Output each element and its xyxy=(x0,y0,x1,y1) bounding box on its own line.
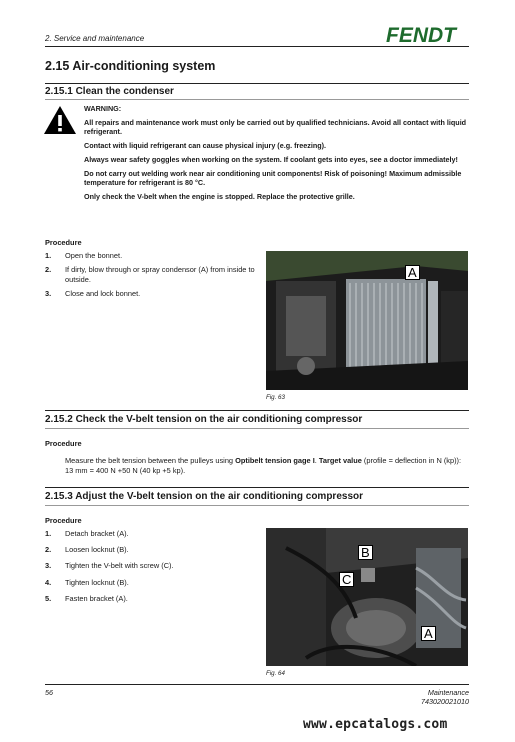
section-title: 2.15 Air-conditioning system xyxy=(45,59,216,73)
step-text: Fasten bracket (A). xyxy=(65,593,128,603)
procedure-label: Procedure xyxy=(45,516,82,525)
step-text: Tighten locknut (B). xyxy=(65,577,129,587)
callout-c: C xyxy=(339,572,354,587)
subsection-rule xyxy=(45,83,469,84)
condenser-photo xyxy=(266,251,468,390)
warning-line: Do not carry out welding work near air conditioning unit components! Risk of poisoning! Maximum admissible temperature for refrigerant is 80 °C. xyxy=(84,168,462,187)
subsection-rule xyxy=(45,487,469,488)
subsection-title-3: 2.15.3 Adjust the V-belt tension on the air conditioning compressor xyxy=(45,491,364,502)
warning-line: Contact with liquid refrigerant can cause physical injury (e.g. freezing). xyxy=(84,141,327,150)
compressor-photo xyxy=(266,528,468,666)
text-part: . xyxy=(314,456,319,465)
page-number: 56 xyxy=(45,688,53,697)
step-text: Detach bracket (A). xyxy=(65,529,129,538)
footer-doc-title: Maintenance xyxy=(427,688,469,697)
text-part: Measure the belt tension between the pulleys using xyxy=(65,456,236,465)
procedure-step xyxy=(45,251,255,261)
figure-caption: Fig. 63 xyxy=(266,394,285,401)
tool-name: Optibelt tension gage I xyxy=(235,456,315,465)
procedure-step xyxy=(45,289,255,299)
subsection-title-1: 2.15.1 Clean the condenser xyxy=(45,86,174,97)
subsection-title-2: 2.15.2 Check the V-belt tension on the air conditioning compressor xyxy=(45,414,363,425)
callout-a: A xyxy=(421,626,436,641)
step-text: Open the bonnet. xyxy=(65,251,123,260)
footer-doc-code: 743020021010 xyxy=(421,697,469,706)
step-number: 5. xyxy=(45,593,52,603)
procedure-step xyxy=(45,265,255,284)
step-number: 3. xyxy=(45,561,52,571)
target-value-label: Target value xyxy=(318,456,362,465)
warning-block xyxy=(84,104,469,206)
procedure-step xyxy=(45,594,255,604)
procedure-label: Procedure xyxy=(45,439,82,448)
step-number: 1. xyxy=(45,529,52,538)
callout-a: A xyxy=(405,265,420,280)
procedure-label: Procedure xyxy=(45,238,82,247)
subsection-rule xyxy=(45,410,469,411)
step-text: Close and lock bonnet. xyxy=(65,288,141,298)
step-number: 1. xyxy=(45,251,52,260)
subsection-underline xyxy=(45,505,469,506)
figure-caption: Fig. 64 xyxy=(266,670,285,677)
condenser-photo-drawing xyxy=(266,251,468,390)
procedure-step xyxy=(45,529,255,539)
step-number: 2. xyxy=(45,545,52,555)
text-part: (profile = deflection in N (kp)): 13 mm = 400 N +50 N (40 kp +5 kp). xyxy=(65,456,462,475)
belt-tension-text xyxy=(65,456,470,476)
procedure-steps xyxy=(45,529,255,610)
step-number: 3. xyxy=(45,288,52,298)
subsection-underline xyxy=(45,99,469,100)
procedure-step xyxy=(45,545,255,555)
callout-b: B xyxy=(358,545,373,560)
running-header: 2. Service and maintenance xyxy=(45,34,145,43)
warning-label: WARNING: xyxy=(84,104,122,113)
warning-icon xyxy=(43,105,77,135)
header-rule xyxy=(45,46,469,47)
step-text: Tighten the V-belt with screw (C). xyxy=(65,561,174,571)
step-text: If dirty, blow through or spray condensor (A) from inside to outside. xyxy=(65,265,255,284)
subsection-underline xyxy=(45,428,469,429)
warning-line: Always wear safety goggles when working on the system. If coolant gets into eyes, see a doctor immediately! xyxy=(84,154,458,164)
step-number: 4. xyxy=(45,577,52,587)
fendt-logo xyxy=(374,24,468,46)
procedure-step xyxy=(45,578,255,588)
fendt-logo-text: FENDT xyxy=(386,24,456,46)
step-text: Loosen locknut (B). xyxy=(65,545,129,555)
warning-line: All repairs and maintenance work must only be carried out by qualified technicians. Avoid all contact with liquid refrigerant. xyxy=(84,117,467,137)
footer-rule xyxy=(45,684,469,685)
step-number: 2. xyxy=(45,265,52,275)
warning-line: Only check the V-belt when the engine is stopped. Replace the protective grille. xyxy=(84,191,355,201)
procedure-step xyxy=(45,561,255,571)
watermark-url: www.epcatalogs.com xyxy=(303,717,448,732)
procedure-steps xyxy=(45,251,255,303)
